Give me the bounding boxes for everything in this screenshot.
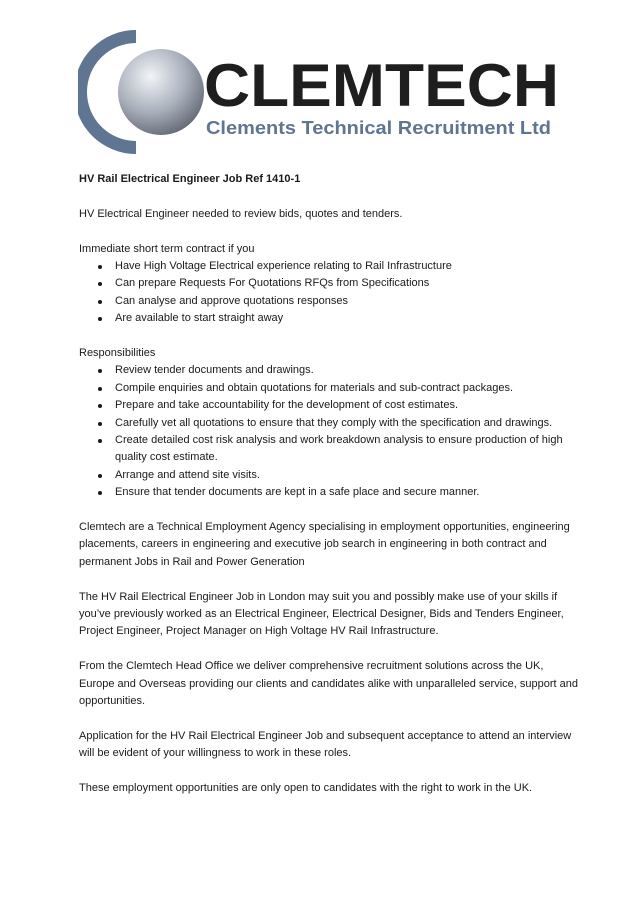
list-item: Prepare and take accountability for the development of cost estimates. [79,397,579,414]
responsibilities-list [79,362,579,501]
list-item: Can prepare Requests For Quotations RFQs from Specifications [79,275,579,292]
right-to-work-paragraph: These employment opportunities are only open to candidates with the right to work in the UK. [79,782,533,795]
requirements-heading: Immediate short term contract if you [79,242,255,255]
intro-text: HV Electrical Engineer needed to review bids, quotes and tenders. [79,207,403,220]
logo-tagline: Clements Technical Recruitment Ltd [206,118,551,138]
list-item: Arrange and attend site visits. [79,467,579,484]
bullet-icon [98,474,102,478]
list-item: Ensure that tender documents are kept in a safe place and secure manner. [79,484,579,501]
list-item: Review tender documents and drawings. [79,362,579,379]
suitability-paragraph: The HV Rail Electrical Engineer Job in London may suit you and possibly make use of your skills if you’ve previously worked as an Electrical Engineer, Electrical Designer, Bids and Tenders Engineer, Project Engineer, Project Manager on High Voltage HV Rail Infrastructure. [79,590,564,638]
head-office-paragraph: From the Clemtech Head Office we deliver comprehensive recruitment solutions across the UK, Europe and Overseas providing our clients and candidates alike with unparalleled service, support and opportunities. [79,660,578,708]
bullet-icon [98,282,102,286]
bullet-icon [98,317,102,321]
application-paragraph: Application for the HV Rail Electrical Engineer Job and subsequent acceptance to attend an interview will be evident of your willingness to work in these roles. [79,729,572,760]
bullet-icon [98,404,102,408]
clemtech-logo [78,18,564,168]
bullet-icon [98,439,102,443]
list-item: Create detailed cost risk analysis and work breakdown analysis to ensure production of high quality cost estimate. [79,432,579,467]
bullet-icon [98,491,102,495]
requirements-list [79,258,579,328]
list-item: Compile enquiries and obtain quotations for materials and sub-contract packages. [79,380,579,397]
list-item: Can analyse and approve quotations responses [79,293,579,310]
list-item: Have High Voltage Electrical experience relating to Rail Infrastructure [79,258,579,275]
logo-name: CLEMTECH [204,52,559,119]
bullet-icon [98,422,102,426]
job-description [79,171,579,815]
bullet-icon [98,387,102,391]
bullet-icon [98,300,102,304]
list-item: Are available to start straight away [79,310,579,327]
bullet-icon [98,369,102,373]
agency-paragraph: Clemtech are a Technical Employment Agency specialising in employment opportunities, engineering placements, careers in engineering and executive job search in engineering in both contract and permanent Jobs in Rail and Power Generation [79,521,570,568]
job-title: HV Rail Electrical Engineer Job Ref 1410-1 [79,173,301,185]
logo-sphere-icon [118,49,204,135]
responsibilities-heading: Responsibilities [79,347,156,360]
bullet-icon [98,265,102,269]
list-item: Carefully vet all quotations to ensure that they comply with the specification and drawings. [79,415,579,432]
